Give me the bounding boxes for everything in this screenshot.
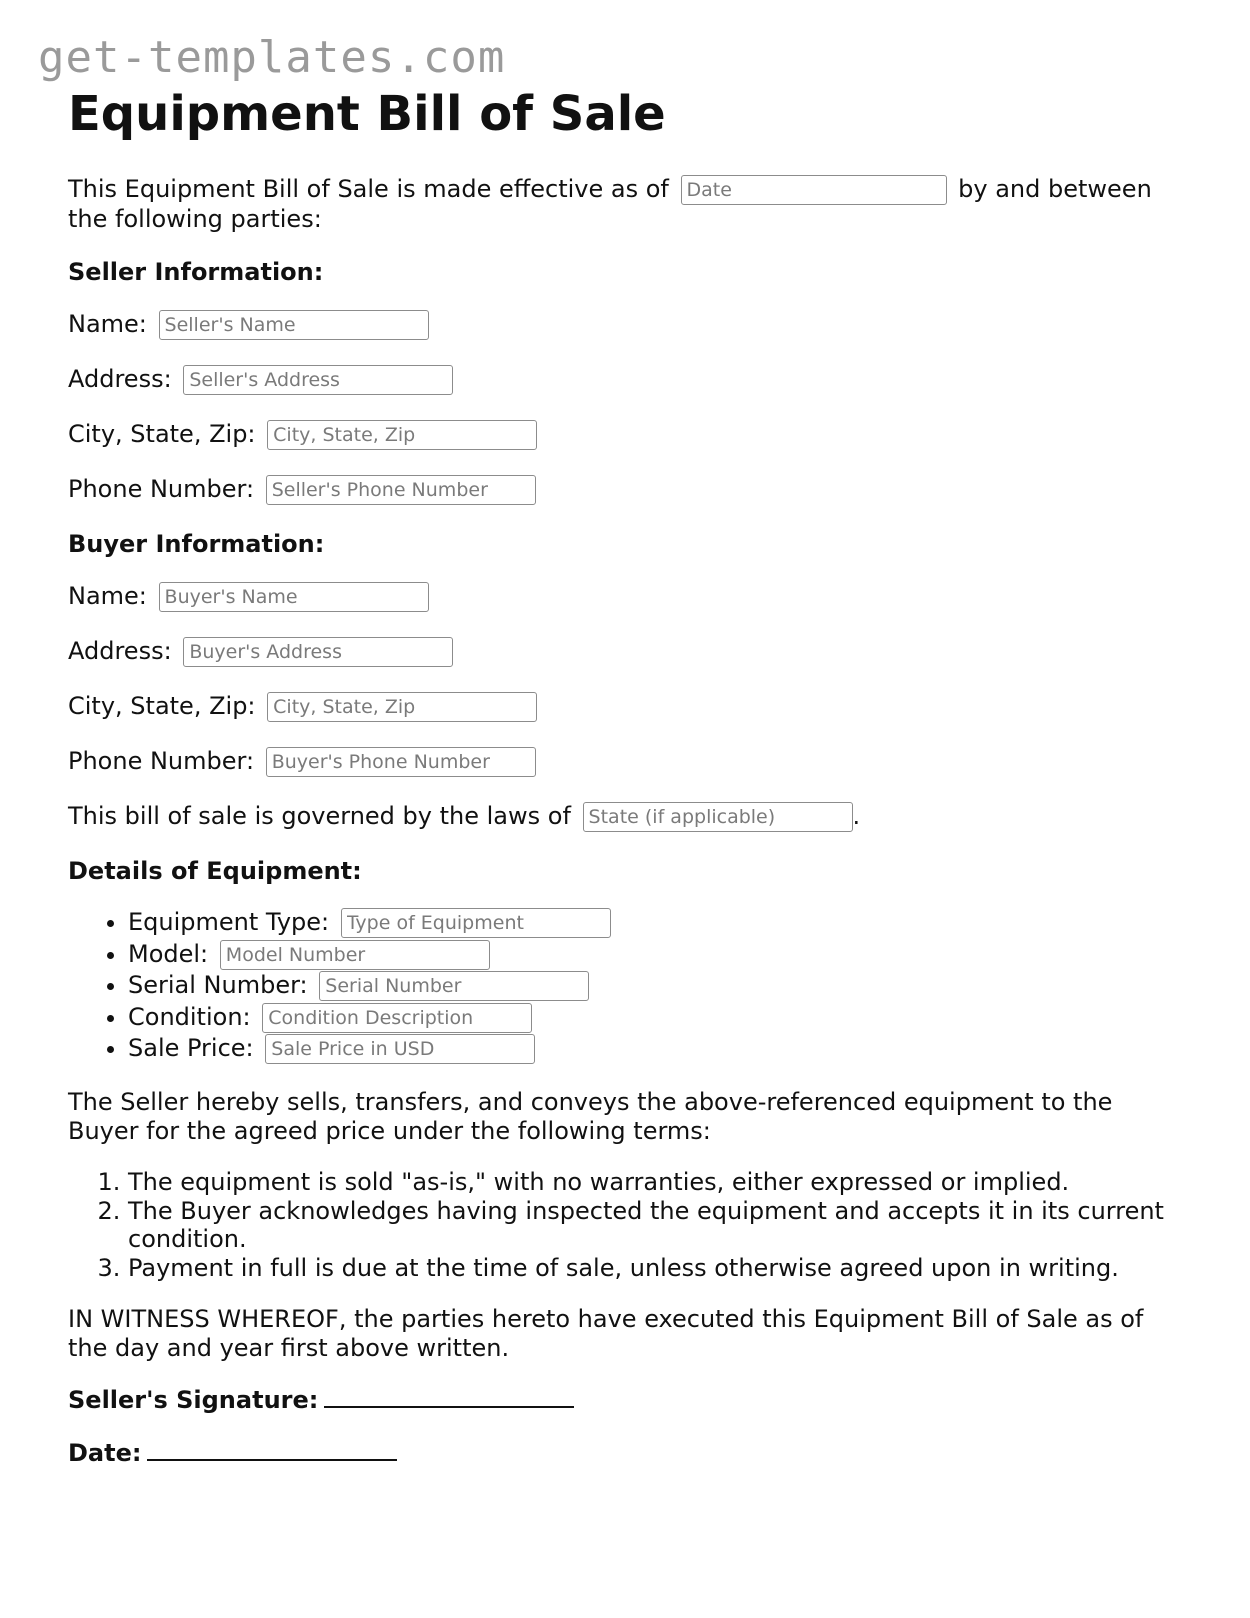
buyer-name-input[interactable] (159, 582, 429, 612)
term-item: 2. The Buyer acknowledges having inspected the equipment and accepts it in its current condition. (128, 1197, 1178, 1254)
governed-text: This bill of sale is governed by the laws of (68, 802, 571, 830)
equipment-type-label: Equipment Type: (128, 908, 330, 936)
condition-label: Condition: (128, 1002, 251, 1031)
transfer-paragraph: The Seller hereby sells, transfers, and conveys the above-referenced equipment to the Buyer for the agreed price under the following terms: (68, 1088, 1113, 1145)
seller-heading: Seller Information: (68, 258, 324, 286)
seller-address-label: Address: (68, 365, 172, 393)
sale-price-input[interactable] (265, 1034, 535, 1064)
buyer-address-input[interactable] (183, 637, 453, 667)
seller-name-input[interactable] (159, 310, 429, 340)
seller-phone-row (68, 474, 540, 505)
term-item: 3. Payment in full is due at the time of sale, unless otherwise agreed upon in writing. (128, 1254, 1178, 1283)
seller-city-label: City, State, Zip: (68, 420, 256, 448)
seller-address-row (68, 364, 457, 395)
equipment-list (68, 907, 1178, 1065)
signature-date-label: Date: (68, 1439, 142, 1467)
equipment-type-item (128, 907, 1178, 939)
page-title: Equipment Bill of Sale (68, 86, 666, 142)
seller-signature-line[interactable] (324, 1384, 574, 1408)
intro-text: This Equipment Bill of Sale is made effective as of (68, 175, 669, 203)
seller-name-row (68, 309, 433, 340)
serial-number-label: Serial Number: (128, 971, 308, 999)
seller-city-row (68, 419, 541, 450)
buyer-address-label: Address: (68, 637, 172, 665)
buyer-name-label: Name: (68, 582, 147, 610)
term-item: 1. The equipment is sold "as-is," with no warranties, either expressed or implied. (128, 1168, 1178, 1197)
terms-list (68, 1168, 1178, 1282)
effective-date-input[interactable] (681, 175, 947, 205)
model-item (128, 939, 1178, 971)
witness-paragraph: IN WITNESS WHEREOF, the parties hereto have executed this Equipment Bill of Sale as of the day and year first above written. (68, 1305, 1144, 1362)
intro-line (68, 174, 1152, 205)
sale-price-label: Sale Price: (128, 1034, 254, 1062)
model-input[interactable] (220, 940, 490, 970)
governed-row (68, 801, 860, 832)
buyer-city-label: City, State, Zip: (68, 692, 256, 720)
seller-signature-row (68, 1384, 574, 1415)
seller-signature-label: Seller's Signature: (68, 1386, 319, 1414)
serial-number-item (128, 970, 1178, 1002)
buyer-address-row (68, 636, 457, 667)
signature-date-row (68, 1437, 397, 1468)
buyer-phone-label: Phone Number: (68, 747, 255, 775)
governed-period: . (852, 802, 861, 830)
signature-date-line[interactable] (147, 1437, 397, 1461)
model-label: Model: (128, 939, 209, 968)
state-input[interactable] (583, 802, 853, 832)
seller-phone-input[interactable] (266, 475, 536, 505)
intro-text-after: by and between (958, 175, 1152, 203)
sale-price-item (128, 1033, 1178, 1065)
seller-city-input[interactable] (267, 420, 537, 450)
buyer-phone-row (68, 746, 540, 777)
buyer-phone-input[interactable] (266, 747, 536, 777)
buyer-name-row (68, 581, 433, 612)
intro-line-2: the following parties: (68, 205, 322, 233)
condition-item (128, 1002, 1178, 1034)
seller-phone-label: Phone Number: (68, 475, 255, 503)
equipment-type-input[interactable] (341, 908, 611, 938)
equipment-heading: Details of Equipment: (68, 857, 362, 885)
serial-number-input[interactable] (319, 971, 589, 1001)
condition-input[interactable] (262, 1003, 532, 1033)
watermark: get-templates.com (38, 32, 506, 83)
buyer-city-input[interactable] (267, 692, 537, 722)
buyer-heading: Buyer Information: (68, 530, 325, 558)
seller-address-input[interactable] (183, 365, 453, 395)
buyer-city-row (68, 691, 541, 722)
seller-name-label: Name: (68, 310, 147, 338)
